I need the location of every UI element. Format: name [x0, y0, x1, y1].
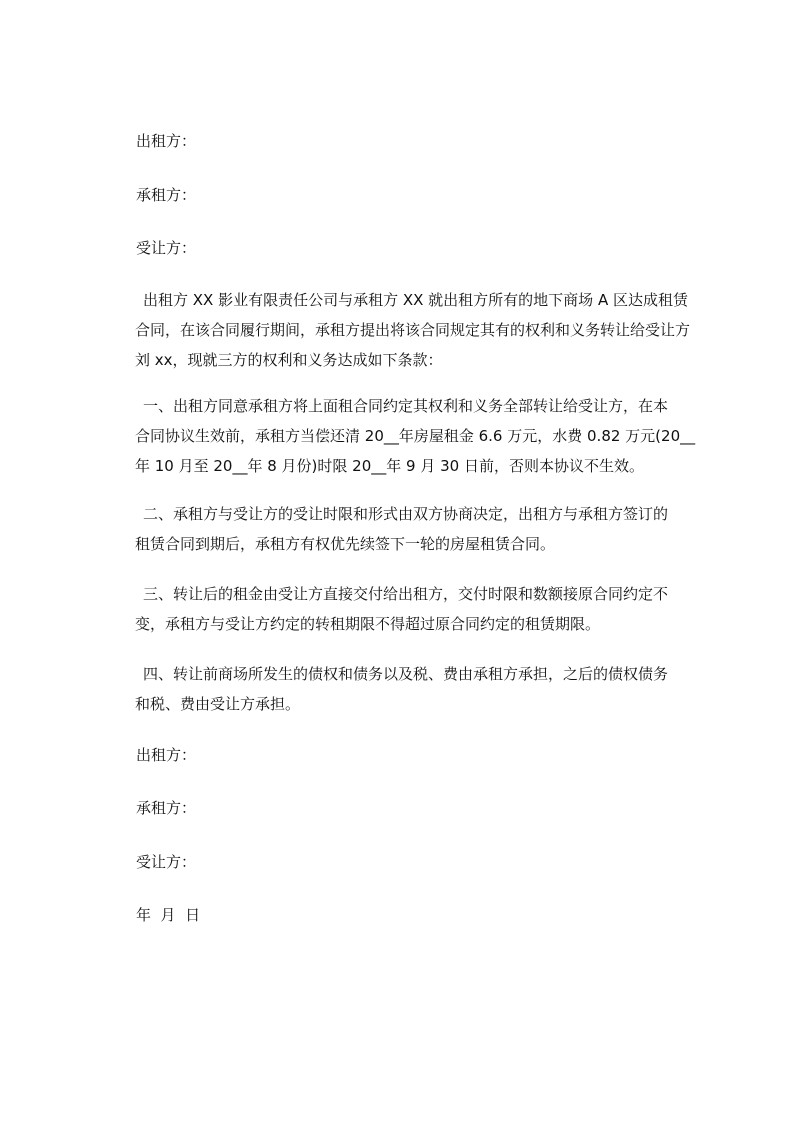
- header-lessee-label: 承租方：: [136, 186, 197, 204]
- clause-line: 三、转让后的租金由受让方直接交付给出租方，交付时限和数额接原合同约定不: [143, 585, 669, 603]
- clause-line: 四、转让前商场所发生的债权和债务以及税、费由承租方承担，之后的债权债务: [143, 665, 669, 683]
- intro-line: 出租方 XX 影业有限责任公司与承租方 XX 就出租方所有的地下商场 A 区达成租赁: [143, 291, 688, 309]
- clause-3: [135, 584, 723, 634]
- signature-lessee-label: 承租方：: [136, 799, 197, 817]
- signature-transferee-label: 受让方：: [136, 853, 197, 871]
- clause-line: 年 10 月至 20__年 8 月份)时限 20__年 9 月 30 日前，否则本协议不生效。: [135, 457, 644, 475]
- clause-line: 租赁合同到期后，承租方有权优先续签下一轮的房屋租赁合同。: [135, 535, 556, 553]
- signature-date: 年 月 日: [136, 906, 201, 924]
- clause-line: 一、出租方同意承租方将上面租合同约定其权利和义务全部转让给受让方，在本: [143, 397, 669, 415]
- intro-line: 合同，在该合同履行期间，承租方提出将该合同规定其有的权利和义务转让给受让方: [135, 321, 691, 339]
- intro-paragraph: [135, 290, 723, 370]
- signature-lessor-label: 出租方：: [136, 746, 197, 764]
- clause-4: [135, 664, 723, 714]
- clause-line: 合同协议生效前，承租方当偿还清 20__年房屋租金 6.6 万元，水费 0.82 万元(20__: [135, 427, 696, 445]
- intro-line: 刘 xx，现就三方的权利和义务达成如下条款：: [135, 351, 443, 369]
- clause-line: 变，承租方与受让方约定的转租期限不得超过原合同约定的租赁期限。: [135, 615, 601, 633]
- clause-2: [135, 504, 723, 554]
- header-transferee-label: 受让方：: [136, 239, 197, 257]
- header-lessor-label: 出租方：: [136, 132, 197, 150]
- clause-line: 二、承租方与受让方的受让时限和形式由双方协商决定，出租方与承租方签订的: [143, 505, 669, 523]
- clause-line: 和税、费由受让方承担。: [135, 695, 301, 713]
- clause-1: [135, 396, 723, 476]
